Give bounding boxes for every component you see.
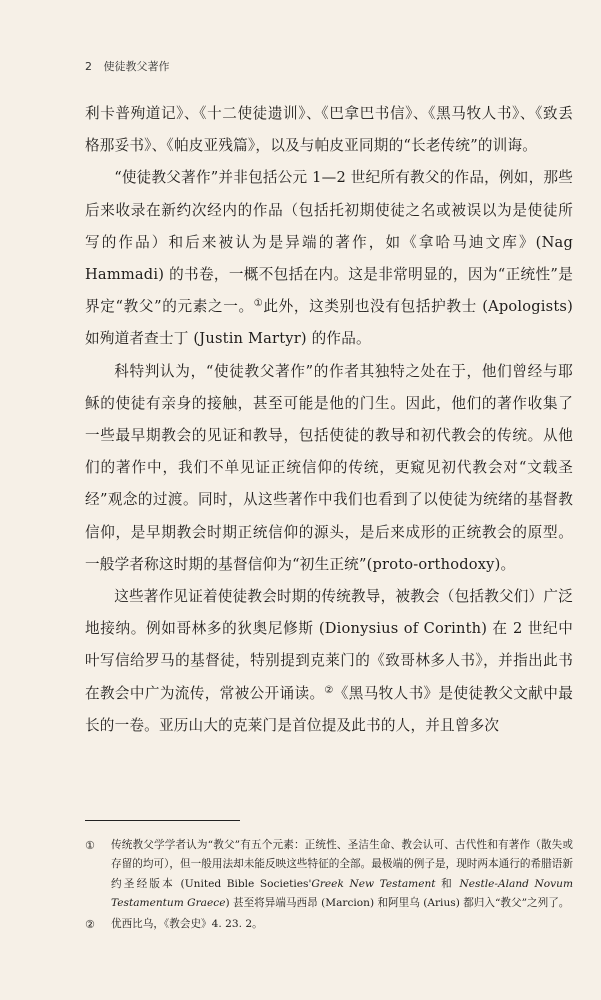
paragraph-2-part-a: “使徒教父著作”并非包括公元 1—2 世纪所有教父的作品，例如，那些后来收录在新约次经内的作品（包括托初期使徒之名或被误以为是使徒所写的作品）和后来被认为是异端的著作，如《拿哈马迪文库》(Nag Hammadi) 的书卷，一概不包括在内。这是非常明显的，因为“正统性”是界定“教父”的元素之一。 (85, 169, 573, 316)
paragraph-1: 利卡普殉道记》、《十二使徒遗训》、《巴拿巴书信》、《黑马牧人书》、《致丢格那妥书》、《帕皮亚残篇》，以及与帕皮亚同期的“长老传统”的训诲。 (85, 105, 573, 155)
footnote-1 (85, 836, 573, 913)
footnote-mark: ② (85, 918, 95, 932)
footnote-1-text-b: 和 (435, 877, 460, 890)
page-number: 2 (85, 60, 92, 73)
paragraph-2-part-b: 此外，这类别也没有包括护教士 (Apologists) 如殉道者查士丁 (Justin Martyr) 的作品。 (85, 298, 573, 348)
footnote-text: 优西比乌，《教会史》4. 23. 2。 (111, 918, 263, 931)
footnote-text (111, 836, 573, 913)
footnote-1-italic-title-2: Nestle-Aland Novum Testamentum Graece (111, 877, 573, 909)
footnotes (85, 836, 573, 936)
paragraph-2 (85, 162, 573, 355)
footnote-ref-1[interactable]: ① (253, 298, 264, 310)
footnote-1-italic-title-1: Greek New Testament (311, 877, 436, 890)
footnote-1-text-c: ) 甚至将异端马西昂 (Marcion) 和阿里乌 (Arius) 都归入“教父”之列了。 (225, 896, 570, 909)
paragraph-4 (85, 581, 573, 742)
footnote-2 (85, 915, 573, 934)
footnote-ref-2[interactable]: ② (324, 684, 334, 696)
running-header (85, 58, 170, 74)
main-text (85, 98, 573, 742)
footnote-divider (85, 820, 240, 821)
paragraph-4-part-a: 这些著作见证着使徒教会时期的传统教导，被教会（包括教父们）广泛地接纳。例如哥林多的狄奥尼修斯 (Dionysius of Corinth) 在 2 世纪中叶写信给罗马的基督徒，特别提到克莱门的《致哥林多人书》，并指出此书在教会中广为流传，常被公开诵读。 (85, 588, 573, 702)
paragraph-3: 科特判认为，“使徒教父著作”的作者其独特之处在于，他们曾经与耶稣的使徒有亲身的接触，甚至可能是他的门生。因此，他们的著作收集了一些最早期教会的见证和教导，包括使徒的教导和初代教会的传统。从他们的著作中，我们不单见证正统信仰的传统，更窥见初代教会对“文载圣经”观念的过渡。同时，从这些著作中我们也看到了以使徒为统绪的基督教信仰，是早期教会时期正统信仰的源头，是后来成形的正统教会的原型。一般学者称这时期的基督信仰为“初生正统”(proto-orthodoxy)。 (85, 362, 573, 573)
running-title: 使徒教父著作 (103, 60, 170, 73)
footnote-mark: ① (85, 839, 95, 852)
paragraph-4-part-b: 《黑马牧人书》是使徒教父文献中最长的一卷。亚历山大的克莱门是首位提及此书的人，并且曾多次 (85, 684, 574, 734)
footnote-1-text-a: 传统教父学学者认为“教父”有五个元素：正统性、圣洁生命、教会认可、古代性和有著作（散失或存留的均可），但一般用法却未能反映这些特征的全部。最极端的例子是，现时两本通行的希腊语新约圣经版本 (United Bible Societies' (111, 839, 573, 890)
